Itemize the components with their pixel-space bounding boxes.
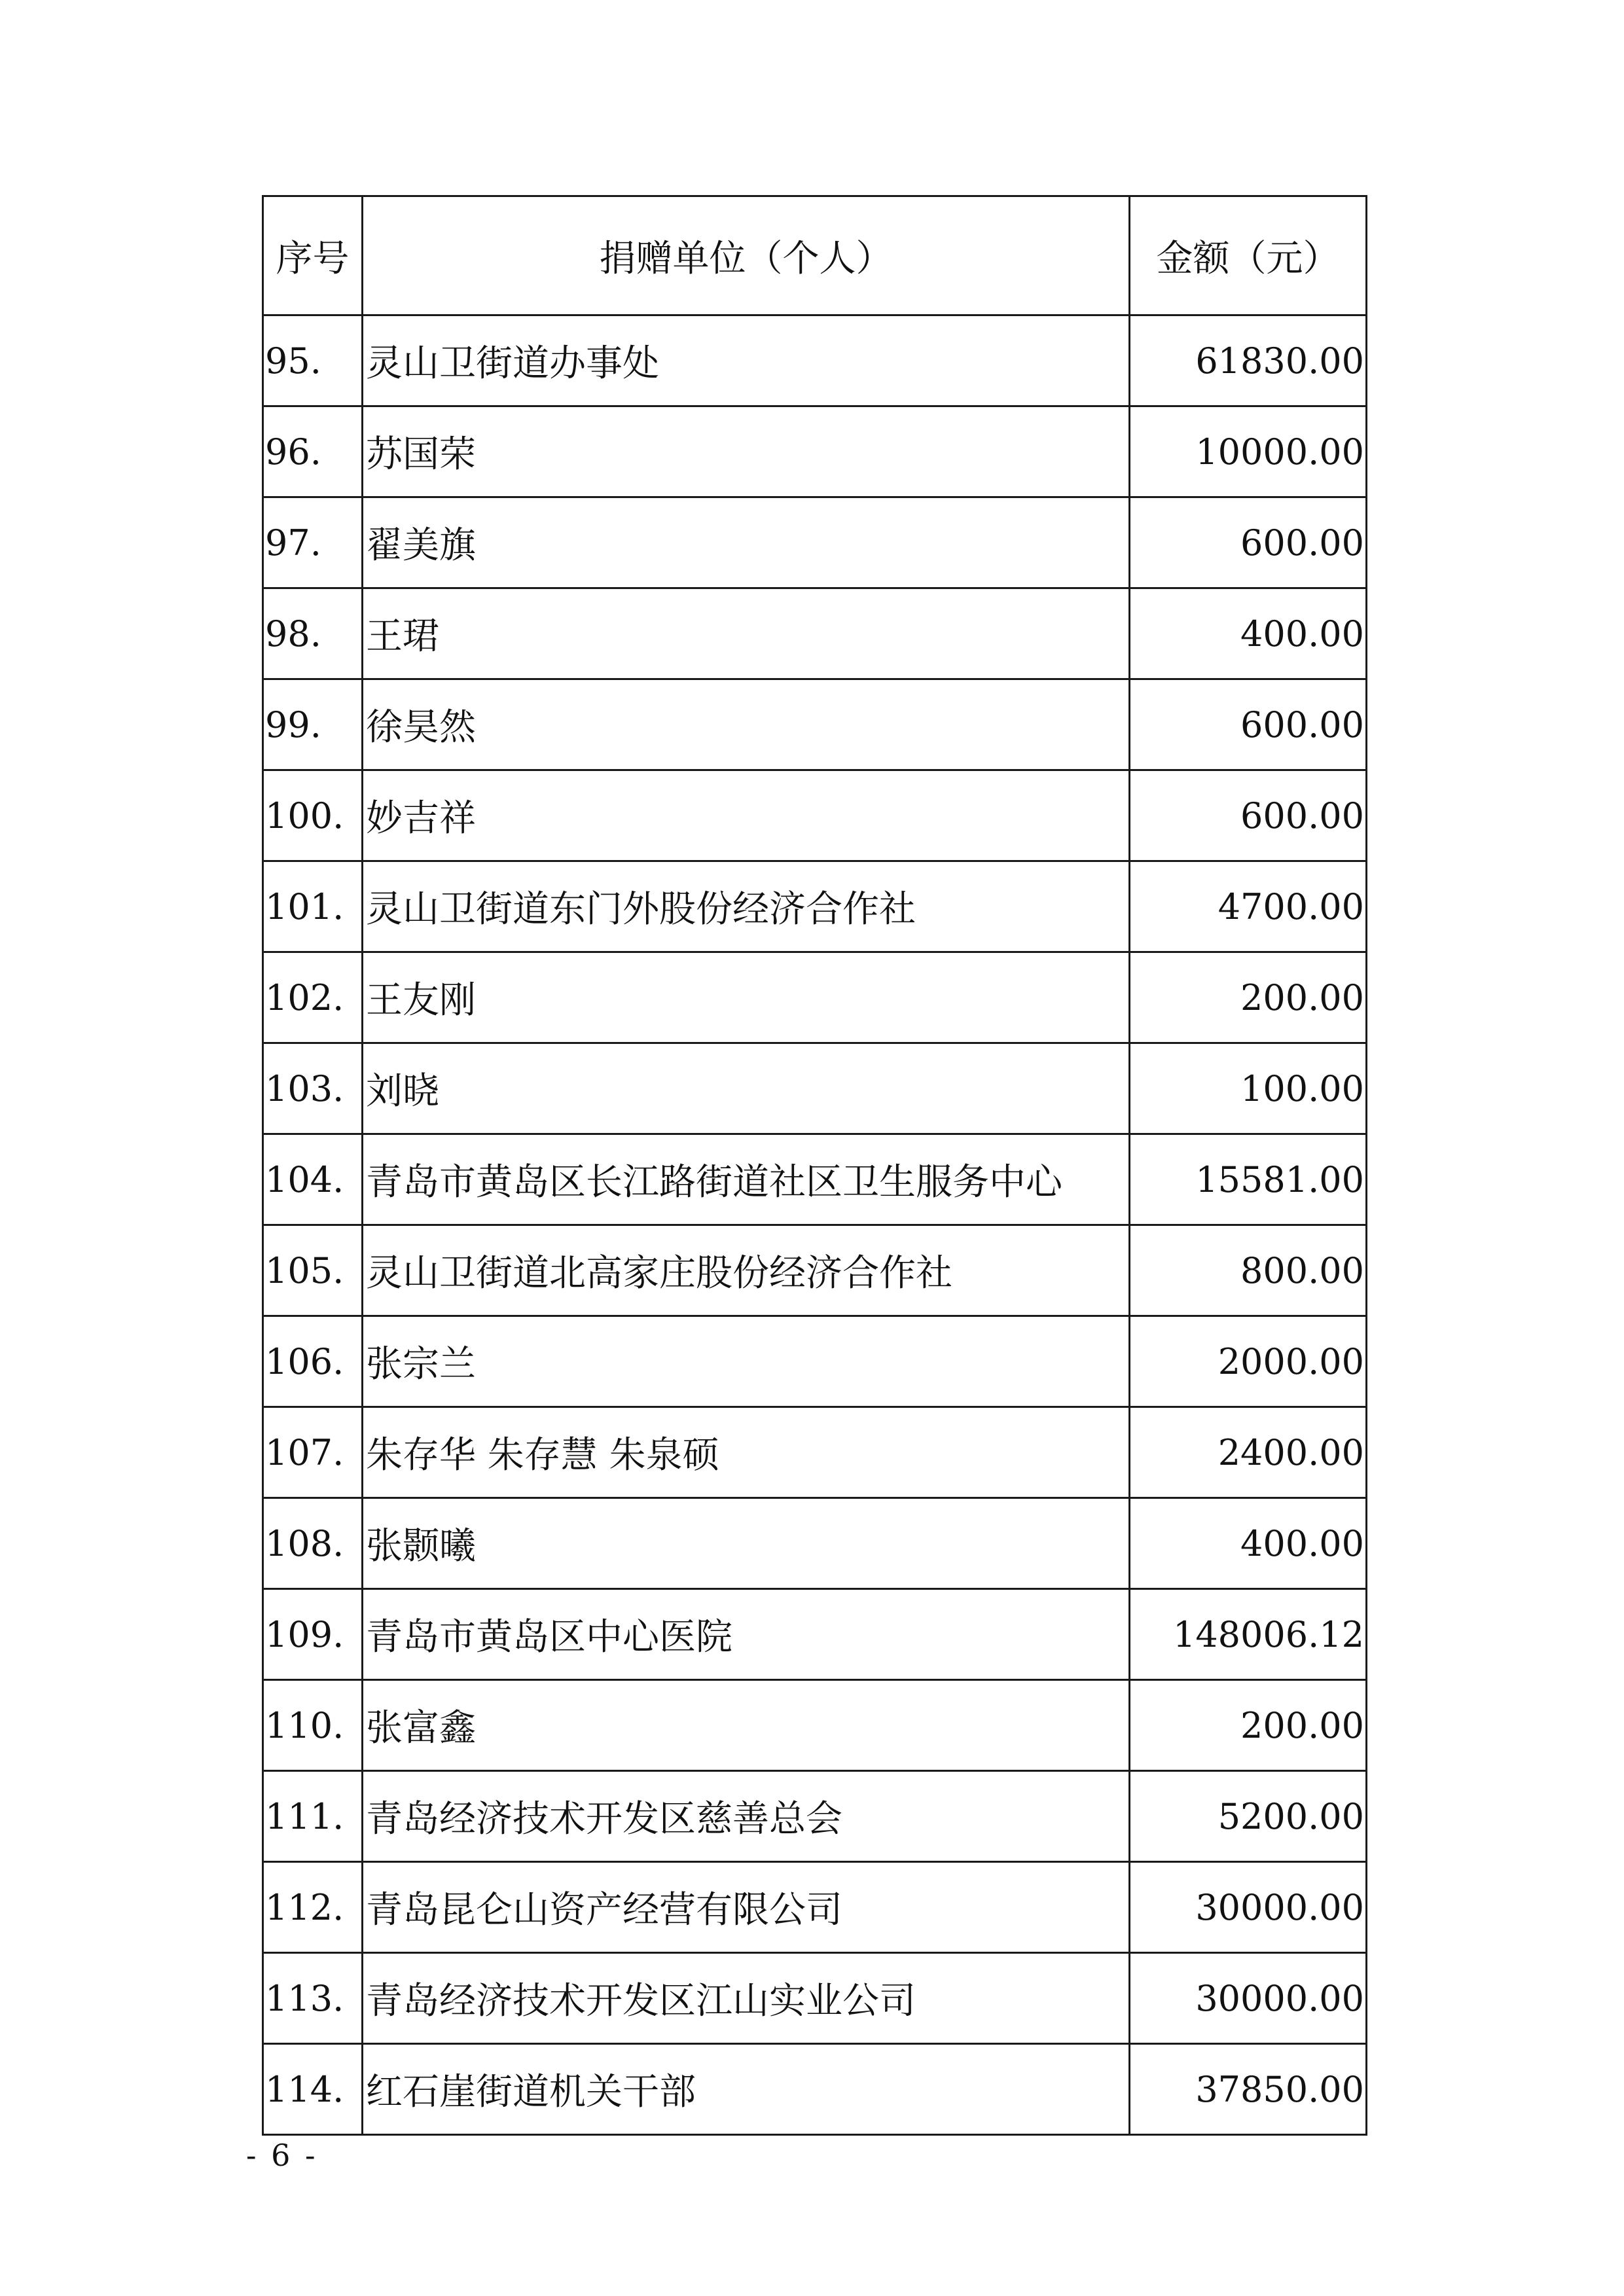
table-row <box>263 679 1367 770</box>
row-serial-number: 97. <box>263 497 363 588</box>
row-serial-number: 100. <box>263 770 363 861</box>
row-donor-name: 妙吉祥 <box>363 770 1130 861</box>
row-donor-name: 张宗兰 <box>363 1316 1130 1407</box>
table-row <box>263 497 1367 588</box>
row-donor-name: 苏国荣 <box>363 406 1130 497</box>
row-serial-number: 98. <box>263 588 363 679</box>
row-donor-name: 张颢曦 <box>363 1498 1130 1589</box>
row-donor-name: 翟美旗 <box>363 497 1130 588</box>
row-amount: 148006.12 <box>1130 1589 1367 1680</box>
row-serial-number: 106. <box>263 1316 363 1407</box>
header-donor-name: 捐赠单位（个人） <box>363 196 1130 315</box>
donation-table <box>262 195 1367 2136</box>
row-amount: 30000.00 <box>1130 1953 1367 2044</box>
row-amount: 600.00 <box>1130 497 1367 588</box>
table-row <box>263 1680 1367 1771</box>
row-donor-name: 青岛经济技术开发区江山实业公司 <box>363 1953 1130 2044</box>
row-amount: 2000.00 <box>1130 1316 1367 1407</box>
row-amount: 800.00 <box>1130 1225 1367 1316</box>
row-serial-number: 113. <box>263 1953 363 2044</box>
row-amount: 15581.00 <box>1130 1134 1367 1225</box>
row-amount: 600.00 <box>1130 679 1367 770</box>
row-amount: 200.00 <box>1130 1680 1367 1771</box>
row-donor-name: 灵山卫街道东门外股份经济合作社 <box>363 861 1130 952</box>
row-donor-name: 王珺 <box>363 588 1130 679</box>
row-amount: 200.00 <box>1130 952 1367 1043</box>
table-row <box>263 1225 1367 1316</box>
table-row <box>263 1316 1367 1407</box>
row-serial-number: 107. <box>263 1407 363 1498</box>
header-amount: 金额（元） <box>1130 196 1367 315</box>
row-donor-name: 王友刚 <box>363 952 1130 1043</box>
table-row <box>263 861 1367 952</box>
table-row <box>263 1407 1367 1498</box>
table-row <box>263 406 1367 497</box>
table-row <box>263 1953 1367 2044</box>
row-serial-number: 105. <box>263 1225 363 1316</box>
row-amount: 400.00 <box>1130 1498 1367 1589</box>
row-donor-name: 青岛市黄岛区长江路街道社区卫生服务中心 <box>363 1134 1130 1225</box>
row-donor-name: 张富鑫 <box>363 1680 1130 1771</box>
row-serial-number: 96. <box>263 406 363 497</box>
row-amount: 5200.00 <box>1130 1771 1367 1862</box>
table-row <box>263 952 1367 1043</box>
table-row <box>263 2044 1367 2135</box>
table-row <box>263 1589 1367 1680</box>
row-serial-number: 111. <box>263 1771 363 1862</box>
table-row <box>263 770 1367 861</box>
table-row <box>263 315 1367 406</box>
table-row <box>263 1862 1367 1953</box>
table-row <box>263 1134 1367 1225</box>
row-donor-name: 刘晓 <box>363 1043 1130 1134</box>
row-donor-name: 灵山卫街道北高家庄股份经济合作社 <box>363 1225 1130 1316</box>
row-amount: 2400.00 <box>1130 1407 1367 1498</box>
table-row <box>263 588 1367 679</box>
row-donor-name: 青岛经济技术开发区慈善总会 <box>363 1771 1130 1862</box>
row-amount: 100.00 <box>1130 1043 1367 1134</box>
row-serial-number: 112. <box>263 1862 363 1953</box>
row-serial-number: 103. <box>263 1043 363 1134</box>
row-amount: 400.00 <box>1130 588 1367 679</box>
row-serial-number: 95. <box>263 315 363 406</box>
row-amount: 600.00 <box>1130 770 1367 861</box>
header-serial-number: 序号 <box>263 196 363 315</box>
row-serial-number: 108. <box>263 1498 363 1589</box>
row-serial-number: 109. <box>263 1589 363 1680</box>
row-donor-name: 红石崖街道机关干部 <box>363 2044 1130 2135</box>
table-row <box>263 1043 1367 1134</box>
row-donor-name: 徐昊然 <box>363 679 1130 770</box>
page-number: - 6 - <box>246 2138 318 2173</box>
table-body <box>263 315 1367 2135</box>
row-serial-number: 102. <box>263 952 363 1043</box>
row-serial-number: 114. <box>263 2044 363 2135</box>
row-amount: 4700.00 <box>1130 861 1367 952</box>
row-amount: 61830.00 <box>1130 315 1367 406</box>
row-donor-name: 青岛昆仑山资产经营有限公司 <box>363 1862 1130 1953</box>
table-row <box>263 1498 1367 1589</box>
table-header <box>263 196 1367 315</box>
header-row <box>263 196 1367 315</box>
row-donor-name: 灵山卫街道办事处 <box>363 315 1130 406</box>
row-amount: 30000.00 <box>1130 1862 1367 1953</box>
row-donor-name: 青岛市黄岛区中心医院 <box>363 1589 1130 1680</box>
row-serial-number: 110. <box>263 1680 363 1771</box>
row-serial-number: 101. <box>263 861 363 952</box>
row-serial-number: 99. <box>263 679 363 770</box>
row-amount: 37850.00 <box>1130 2044 1367 2135</box>
row-amount: 10000.00 <box>1130 406 1367 497</box>
table-row <box>263 1771 1367 1862</box>
row-donor-name: 朱存华 朱存慧 朱泉硕 <box>363 1407 1130 1498</box>
row-serial-number: 104. <box>263 1134 363 1225</box>
